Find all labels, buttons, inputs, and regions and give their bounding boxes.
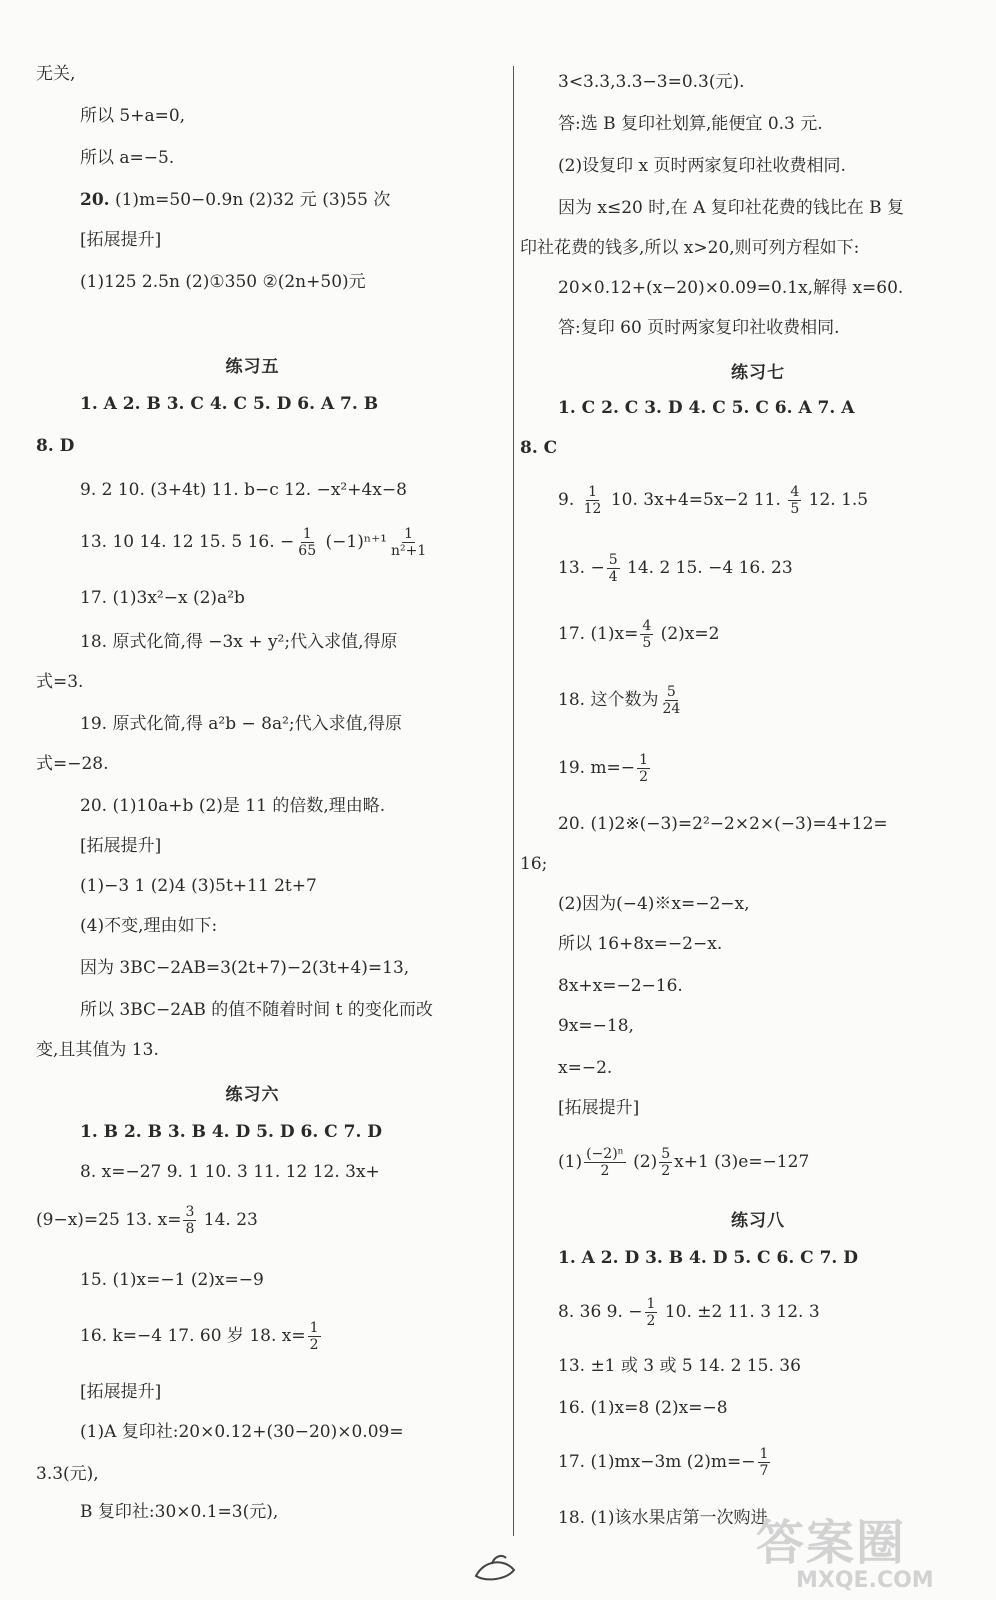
- answer-row: 19. 原式化简,得 a²b − 8a²;代入求值,得原: [80, 714, 403, 734]
- answer-row: (9−x)=25 13. x= $\frac{3}{8}$ 14. 23: [36, 1204, 258, 1237]
- answer-row: 13. 10 14. 12 15. 5 16. − $\frac{1}{65}$ (−1)ⁿ⁺¹ $\frac{1}{\text{n²+1}}$: [80, 526, 427, 559]
- extension-answer: 因为 3BC−2AB=3(2t+7)−2(3t+4)=13,: [80, 958, 410, 978]
- answer-row: (2)因为(−4)※x=−2−x,: [558, 894, 750, 914]
- extension-answer: (4)不变,理由如下:: [80, 916, 218, 936]
- watermark-logo-text: 答案圈: [756, 1515, 907, 1571]
- extension-answer: 所以 3BC−2AB 的值不随着时间 t 的变化而改: [80, 1000, 433, 1020]
- answer-row: 17. (1)mx−3m (2)m=− $\frac{1}{7}$: [558, 1446, 769, 1479]
- fraction: $\frac{1}{2}$: [309, 1320, 319, 1353]
- watermark: [736, 1500, 996, 1600]
- answer-row: 17. (1)x= $\frac{4}{5}$ (2)x=2: [558, 618, 720, 651]
- answer-row: x=−2.: [558, 1058, 613, 1078]
- section-title-exercise-7: 练习七: [731, 363, 785, 383]
- text-line: 所以 5+a=0,: [80, 106, 186, 126]
- answer-row: 9. 2 10. (3+4t) 11. b−c 12. −x²+4x−8: [80, 480, 407, 500]
- section-title-exercise-8: 练习八: [731, 1211, 785, 1231]
- text-line: 无关,: [36, 64, 76, 84]
- answer-q20: 20. (1)m=50−0.9n (2)32 元 (3)55 次: [80, 190, 391, 210]
- text-line: 印社花费的钱多,所以 x>20,则可列方程如下:: [520, 238, 860, 258]
- fraction: $\frac{1}{12}$: [583, 484, 602, 517]
- fraction: $\frac{\text{(−2)ⁿ}}{2}$: [586, 1146, 624, 1179]
- answer-row: 1. A 2. D 3. B 4. D 5. C 6. C 7. D: [558, 1248, 859, 1268]
- fraction: $\frac{5}{4}$: [608, 552, 618, 585]
- text-line: (2)设复印 x 页时两家复印社收费相同.: [558, 156, 846, 176]
- answer-row: 1. C 2. C 3. D 4. C 5. C 6. A 7. A: [558, 398, 855, 418]
- fraction: $\frac{1}{65}$: [298, 526, 317, 559]
- answer-row: 16. k=−4 17. 60 岁 18. x= $\frac{1}{2}$: [80, 1320, 319, 1353]
- fraction: $\frac{5}{2}$: [661, 1146, 671, 1179]
- answer-row: 17. (1)3x²−x (2)a²b: [80, 588, 245, 608]
- answer-row: 18. 原式化简,得 −3x + y²;代入求值,得原: [80, 632, 398, 652]
- extension-answer: (1) $\frac{\text{(−2)ⁿ}}{2}$ (2) $\frac{5}{2}$ x+1 (3)e=−127: [558, 1146, 810, 1179]
- answer-row: 20. (1)2※(−3)=2²−2×2×(−3)=4+12=: [558, 814, 888, 834]
- fraction: $\frac{1}{2}$: [646, 1296, 656, 1329]
- fraction: $\frac{4}{5}$: [642, 618, 652, 651]
- watermark-site-text: MXQE.COM: [796, 1568, 934, 1593]
- extension-answer: (1)−3 1 (2)4 (3)5t+11 2t+7: [80, 876, 317, 896]
- answer-row: 8. x=−27 9. 1 10. 3 11. 12 12. 3x+: [80, 1162, 380, 1182]
- answer-row: 18. (1)该水果店第一次购进: [558, 1508, 768, 1528]
- answer-row: 18. 这个数为 $\frac{5}{24}$: [558, 684, 681, 717]
- section-title-exercise-6: 练习六: [225, 1085, 280, 1105]
- text-line: 所以 a=−5.: [80, 148, 175, 168]
- answer-row: 1. B 2. B 3. B 4. D 5. D 6. C 7. D: [80, 1122, 383, 1142]
- fraction: $\frac{3}{8}$: [185, 1204, 195, 1237]
- answer-row: 8. D: [36, 436, 75, 456]
- text-line: 20×0.12+(x−20)×0.09=0.1x,解得 x=60.: [558, 278, 904, 298]
- text-line: 答:复印 60 页时两家复印社收费相同.: [558, 318, 840, 338]
- answer-row: 16. (1)x=8 (2)x=−8: [558, 1398, 728, 1418]
- answer-row: 1. A 2. B 3. C 4. C 5. D 6. A 7. B: [80, 394, 379, 414]
- extension-answer: 3.3(元),: [36, 1464, 99, 1484]
- answer-row: 式=3.: [36, 672, 84, 692]
- answer-row: 20. (1)10a+b (2)是 11 的倍数,理由略.: [80, 796, 386, 816]
- extension-heading: [拓展提升]: [80, 230, 162, 250]
- fraction: $\frac{4}{5}$: [790, 484, 800, 517]
- fraction: $\frac{5}{24}$: [662, 684, 681, 717]
- answer-row: 13. ±1 或 3 或 5 14. 2 15. 36: [558, 1356, 801, 1376]
- fraction: $\frac{1}{2}$: [639, 752, 648, 785]
- extension-heading: [拓展提升]: [80, 836, 162, 856]
- answer-row: 式=−28.: [36, 754, 109, 774]
- answer-row: 8. C: [520, 438, 558, 458]
- answer-row: 8x+x=−2−16.: [558, 976, 683, 996]
- text-line: 3<3.3,3.3−3=0.3(元).: [558, 72, 745, 92]
- section-title-exercise-5: 练习五: [225, 357, 280, 377]
- answer-row: 9. $\frac{1}{12}$ 10. 3x+4=5x−2 11. $\frac{4}{5}$ 12. 1.5: [558, 484, 869, 517]
- answer-row: 19. m=− $\frac{1}{2}$: [558, 752, 648, 785]
- answer-row: 所以 16+8x=−2−x.: [558, 934, 723, 954]
- answer-row: 8. 36 9. − $\frac{1}{2}$ 10. ±2 11. 3 12. 3: [558, 1296, 820, 1329]
- answer-row: 16;: [520, 854, 548, 874]
- column-divider: [513, 66, 514, 1536]
- extension-answer: (1)A 复印社:20×0.12+(30−20)×0.09=: [80, 1422, 404, 1442]
- extension-heading: [拓展提升]: [80, 1382, 162, 1402]
- page-logo-icon: [470, 1550, 520, 1586]
- text-line: 答:选 B 复印社划算,能便宜 0.3 元.: [558, 114, 823, 134]
- answer-row: 9x=−18,: [558, 1016, 634, 1036]
- extension-heading: [拓展提升]: [558, 1098, 640, 1118]
- answer-row: 15. (1)x=−1 (2)x=−9: [80, 1270, 264, 1290]
- extension-answer: B 复印社:30×0.1=3(元),: [80, 1502, 279, 1522]
- extension-answer: (1)125 2.5n (2)①350 ②(2n+50)元: [80, 272, 366, 292]
- fraction: $\frac{1}{\text{n²+1}}$: [391, 526, 427, 559]
- fraction: $\frac{1}{7}$: [759, 1446, 769, 1479]
- text-line: 因为 x≤20 时,在 A 复印社花费的钱比在 B 复: [558, 198, 905, 218]
- answer-row: 13. − $\frac{5}{4}$ 14. 2 15. −4 16. 23: [558, 552, 793, 585]
- extension-answer: 变,且其值为 13.: [36, 1040, 159, 1060]
